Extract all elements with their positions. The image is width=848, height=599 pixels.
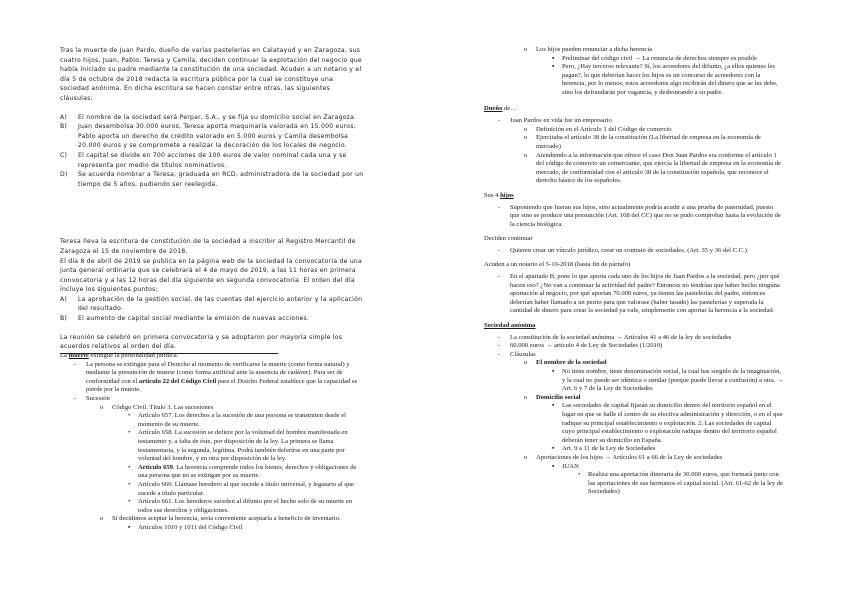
sa-item: - La constitución de la sociedad anónima → Artículos 41 a 46 de la ley de sociedades [498, 333, 732, 341]
agenda-item: B) El aumento de capital social mediante la emisión de nuevas acciones. [60, 315, 310, 323]
agenda-item: A) La aprobación de la gestión social, de las cuentas del ejercicio anterior y la aplicación del resultado. [60, 295, 363, 313]
nombre-subitem: ▪ No tiene nombre, tiene denominación social, la cual has surgido de la imaginación, y la cual no puede ser idéntica o similar (porque puede llevar a confusión) a otra. → Art. 6 y 7 de la Ley de Sociedades [552, 368, 784, 393]
intro-paragraph: Tras la muerte de Juan Pardo, dueño de varias pastelerías en Calatayud y en Zaragoza, sus cuatro hijos, Juan, Pablo, Teresa y Camila, deciden continuar la explotación del negocio que había iniciado su padre mediante la constitución de una sociedad. Acuden a un notario y el día 5 de octubre de 2018 redacta la escritura pública por la cual se constituye una sociedad anónima. En dicha escritura se hacen constar entre otras, las siguientes cláusulas: [60, 47, 362, 102]
meeting-paragraph: El día 8 de abril de 2019 se publica en la página web de la sociedad la convocatoria de una junta general ordinaria que se celebrará el 4 de mayo de 2019, a las 11 horas en primera convocatoria y a las 12 horas del día siguiente en segunda convocatoria. El orden del día incluye los siguientes puntos: [60, 257, 363, 294]
renounce-item: o Los hijos pueden renunciar a dicha herencia [524, 46, 653, 53]
civil-code-item: o Código Civil. Título 3. Las sucesiones [100, 403, 214, 411]
juan-pardo-item: - Juan Pardos en vida fue un empresario [498, 117, 612, 125]
domicilio-list [484, 402, 784, 454]
juan-pardo-subitem: o Atendiendo a la información que ofrece el caso Don Juan Pardos era conforme el artículo 1 del código de comercio un comerciante, que ejercía la libertad de empresa en la economía de mercado, de conformidad con el artículo 38 de la constitución española, que reconoce el derecho básico de los españoles. [524, 151, 781, 185]
deciden-text: - Quieren crear un vínculo jurídico, crear un contrato de sociedades. (Art. 35 y 36 del C.C.) [498, 246, 747, 254]
inventory-item: o Si decidimos aceptar la herencia, sería conveniente aceptarla a beneficio de inventario. [100, 515, 341, 523]
sa-heading: Sociedad anónima [484, 322, 536, 330]
case-statement [60, 46, 364, 354]
clause-item: B) Juan desembolsa 30.000 euros, Teresa aporta maquinaria valorada en 15.000 euros, Pablo aporta un derecho de crédito valorado en 5.000 euros y Camila desembolsa 20.000 euros y se compromete a realizar la decoración de los locales de negocio. [60, 123, 356, 150]
article-item: • Artículo 661. Los herederos suceden al difunto por el hecho solo de su muerte en todos sus derechos y obligaciones. [128, 498, 353, 514]
hijos-text: - Suponiendo que fueran sus hijos, sino actualmente podría acudir a una prueba de paternidad, puesto que sino se produce una presunción (Art. 108 del CC) que no se pudo comprobar hasta la evolución de la ciencia biológica. [498, 203, 781, 228]
notes-right [484, 46, 784, 497]
result-paragraph: La reunión se celebró en primera convocatoria y se adoptaron por mayoría simple los acuerdos relativos al orden del día. [60, 333, 343, 351]
sa-list [484, 334, 784, 360]
sa-item: - Cláusulas [498, 350, 536, 358]
bullet-death-def: - La persona se extingue para el Derecho al momento de verificarse la muerte (como forma natural) y mediante la presunción de muerte (como forma artificial ante la ausencia de cadáver). Para ser de conformidad con el artículo 22 del Código Civil para el Distrito Federal establece que la capacidad se pierde por la muerte. [74, 360, 358, 394]
acuden-text: - En el apartado B, pone lo que aporta cada uno de los hijos de Juan Pardos a la sociedad, pero ¿por qué hacen eso? ¿No van a continuar la actividad del padre? Entonces no tendrían que haber hecho ninguna aportación al negocio, por qué aportan 70.000 euros, ya tienen las pastelerías del padre, entonces deberían haber llamado a un perito para que valorase (haber tasado) las pastelerías y superada la cantidad de dinero para crear la sociedad ya vale, simplemente con aportar la herencia a la sociedad. [498, 273, 780, 315]
article-item: • Artículo 657. Los derechos a la sucesión de una persona se transmiten desde el momento de su muerte. [128, 412, 347, 428]
juan-label: ▪ JUAN [552, 462, 579, 470]
clause-item: D) Se acuerda nombrar a Teresa, graduada en RCD, administradora de la sociedad por un tiempo de 5 años, pudiendo ser reelegida. [60, 171, 364, 188]
clause-item: A) El nombre de la sociedad será Perpar, S.A., y se fija su domicilio social en Zaragoza. [60, 113, 357, 121]
domicilio-heading: o Domicilio social [524, 393, 581, 401]
notes-left [60, 352, 360, 532]
aportaciones-item: o Aportaciones de los hijos → Artículos 61 a 66 de la Ley de sociedades [524, 453, 723, 461]
renounce-sub1: ▪ Preliminar del código civil → La renuncia de derechos siempre es posible [552, 54, 758, 62]
juan-text: • Realiza una aportación dineraria de 30.000 euros, que formará junto con las aportaciones de sus hermanos el capital social. (Art. 61-62 de la ley de Sociedades) [578, 471, 783, 496]
nombre-list [484, 368, 784, 394]
domicilio-subitem: ▪ Las sociedades de capital fijarán su domicilio dentro del territorio español en el lugar en que se halle el centro de su efectiva administración y dirección, o en el que radique su principal establecimiento o explotación. 2. Las sociedades de capital cuyo principal establecimiento o explotación radique dentro del territorio español deberán tener su domicilio en España. [552, 402, 783, 444]
sa-item: - 60.000 euros → artículo 4 de Ley de Sociedades (1/2010) [498, 342, 663, 350]
inventory-articles: ▪ Artículos 1010 y 1011 del Código Civil [128, 523, 243, 531]
juan-pardo-subitem: o Ejercitaba el artículo 38 de la constitución (La libertad de empresa en la economía de mercado) [524, 134, 761, 150]
agenda-list [60, 295, 364, 324]
clause-list [60, 113, 364, 190]
registration-paragraph: Teresa lleva la escritura de constitución de la sociedad a inscribir al Registro Mercantil de Zaragoza el 15 de noviembre de 2018. [60, 238, 356, 255]
clause-item: C) El capital se divide en 700 acciones de 100 euros de valor nominal cada una y se representa por medio de títulos nominativos. [60, 151, 347, 169]
domicilio-subitem: ▪ Art. 9 a 11 de la Ley de Sociedades [552, 445, 656, 453]
deciden-heading: Deciden continuar [484, 235, 533, 243]
dueno-heading: Dueño de… [484, 104, 517, 112]
juan-pardo-list [484, 126, 784, 186]
bullet-succession: - Sucesión [74, 394, 110, 402]
renounce-sub2: ▪ Pero, ¿Hay terceros relevante? Sí, los acreedores del difunto, ¿a ellos quienes les pagan?, lo que deberían hacer los hijos es un concurso de acreedores con la herencia, por lo menos, estos acreedores algo recibirán del dinero que se les debe, sino los defraudarán por vagancia, y deshonrando a su padre. [552, 63, 778, 96]
articles-list [60, 412, 360, 515]
acuden-heading: Acuden a un notario el 5-10-2018 (hasta fin de párrafo) [484, 261, 631, 269]
hijos-heading: Sus 4 hijos [484, 191, 514, 199]
article-item: • Artículo 658. La sucesión se defiere por la voluntad del hombre manifestada en testamento y, a falta de éste, por disposición de la ley. La primera se llama testamentaria, y la segunda, legítima. Podrá también deferirse en una parte por voluntad del hombre, y en otra por disposición de la ley. [128, 429, 348, 463]
article-item: • Artículo 660. Llámase heredero al que sucede a título universal, y legatario al que sucede a título particular. [128, 480, 354, 497]
juan-pardo-subitem: o Definición en el Artículo 1 del Código de comercio [524, 125, 672, 133]
article-item: • Artículo 659. La herencia comprende todos los bienes, derechos y obligaciones de una persona que no se extingan por su muerte. [128, 463, 357, 480]
nombre-heading: o El nombre de la sociedad [524, 359, 607, 367]
death-heading: La muerte extingue la personalidad jurídica. [60, 352, 179, 359]
